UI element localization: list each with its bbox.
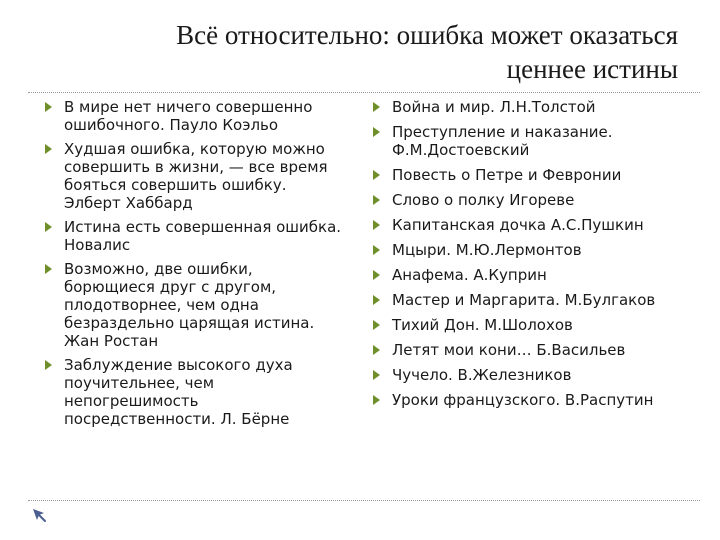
list-item — [372, 216, 692, 234]
list-item — [372, 241, 692, 259]
list-item — [44, 218, 344, 254]
list-item — [44, 260, 344, 350]
list-item — [372, 166, 692, 184]
list-item-text: Повесть о Петре и Февронии — [392, 166, 622, 184]
list-item-text: Преступление и наказание. Ф.М.Достоевский — [392, 123, 613, 159]
quotes-list — [44, 98, 344, 434]
list-item — [372, 123, 692, 159]
triangle-bullet-icon — [372, 395, 381, 405]
list-item — [44, 98, 344, 134]
triangle-bullet-icon — [372, 245, 381, 255]
list-item-text: Заблуждение высокого духа поучительнее, чем непогрешимость посредственности. Л. Бёрне — [64, 356, 293, 428]
list-item — [372, 191, 692, 209]
list-item — [372, 291, 692, 309]
triangle-bullet-icon — [372, 320, 381, 330]
list-item-text: Тихий Дон. М.Шолохов — [392, 316, 573, 334]
triangle-bullet-icon — [44, 102, 53, 112]
triangle-bullet-icon — [44, 264, 53, 274]
list-item — [372, 341, 692, 359]
list-item-text: В мире нет ничего совершенно ошибочного. Пауло Коэльо — [64, 98, 313, 134]
list-item — [372, 316, 692, 334]
triangle-bullet-icon — [372, 220, 381, 230]
list-item — [372, 266, 692, 284]
triangle-bullet-icon — [372, 345, 381, 355]
list-item-text: Слово о полку Игореве — [392, 191, 575, 209]
list-item-text: Чучело. В.Железников — [392, 366, 572, 384]
title-line-1: Всё относительно: ошибка может оказаться — [176, 20, 678, 50]
triangle-bullet-icon — [372, 102, 381, 112]
list-item-text: Мастер и Маргарита. М.Булгаков — [392, 291, 656, 309]
slide-title — [60, 18, 678, 86]
title-line-2: ценнее истины — [506, 54, 678, 84]
list-item-text: Анафема. А.Куприн — [392, 266, 547, 284]
list-item-text: Уроки французского. В.Распутин — [392, 391, 654, 409]
works-list — [372, 98, 692, 416]
corner-arrow-icon[interactable] — [30, 506, 48, 524]
list-item — [372, 391, 692, 409]
list-item-text: Возможно, две ошибки, борющиеся друг с другом, плодотворнее, чем одна безраздельно царящая истина. Жан Ростан — [64, 260, 315, 350]
triangle-bullet-icon — [372, 370, 381, 380]
triangle-bullet-icon — [372, 270, 381, 280]
triangle-bullet-icon — [44, 222, 53, 232]
list-item — [44, 140, 344, 212]
triangle-bullet-icon — [372, 170, 381, 180]
triangle-bullet-icon — [372, 127, 381, 137]
list-item-text: Истина есть совершенная ошибка. Новалис — [64, 218, 342, 254]
list-item-text: Летят мои кони… Б.Васильев — [392, 341, 626, 359]
triangle-bullet-icon — [372, 195, 381, 205]
list-item — [372, 366, 692, 384]
triangle-bullet-icon — [44, 360, 53, 370]
list-item-text: Мцыри. М.Ю.Лермонтов — [392, 241, 582, 259]
list-item — [372, 98, 692, 116]
triangle-bullet-icon — [44, 144, 53, 154]
list-item — [44, 356, 344, 428]
triangle-bullet-icon — [372, 295, 381, 305]
list-item-text: Война и мир. Л.Н.Толстой — [392, 98, 596, 116]
title-divider — [28, 92, 700, 93]
list-item-text: Худшая ошибка, которую можно совершить в жизни, — все время бояться совершить ошибку. Элберт Хаббард — [64, 140, 328, 212]
list-item-text: Капитанская дочка А.С.Пушкин — [392, 216, 644, 234]
footer-divider — [28, 500, 700, 501]
